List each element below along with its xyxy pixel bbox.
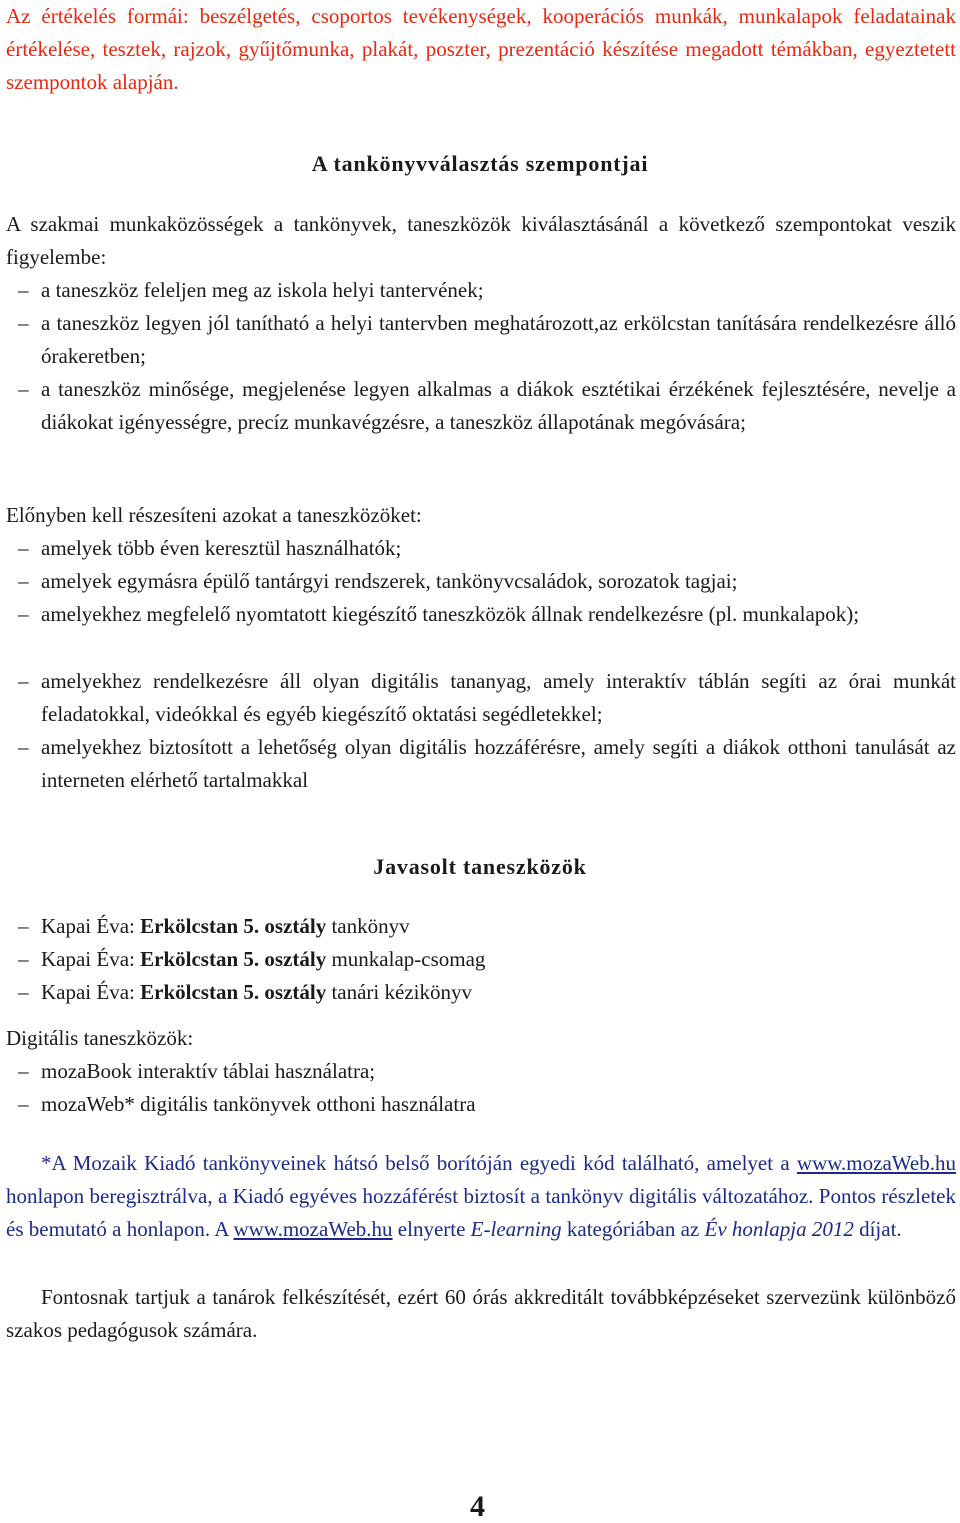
dash-bullet: – [18, 377, 29, 401]
dash-bullet: – [18, 569, 29, 593]
mozaweb-link[interactable]: www.mozaWeb.hu [233, 1217, 393, 1241]
book-title: Erkölcstan 5. osztály [140, 947, 327, 971]
section-title-recommended-tools: Javasolt taneszközök [373, 854, 587, 879]
training-paragraph: Fontosnak tartjuk a tanárok felkészítését, ezért 60 órás akkreditált továbbképzéseket szervezünk különböző szakos pedagógusok számára. [6, 1285, 956, 1342]
dash-bullet: – [18, 278, 29, 302]
dash-bullet: – [18, 536, 29, 560]
dash-bullet: – [18, 311, 29, 335]
evaluation-forms-paragraph: Az értékelés formái: beszélgetés, csoportos tevékenységek, kooperációs munkák, munkalapok feladatainak értékelése, tesztek, rajzok, gyűjtőmunka, plakát, poszter, prezentáció készítése megadott témákban, egyeztetett szempontok alapján. [6, 4, 956, 94]
criteria-lead-paragraph: A szakmai munkaközösségek a tankönyvek, taneszközök kiválasztásánál a következő szempontokat veszik figyelembe: [6, 212, 956, 269]
dash-bullet: – [18, 980, 29, 1004]
book-title: Erkölcstan 5. osztály [140, 914, 327, 938]
dash-bullet: – [18, 735, 29, 759]
preference-lead-paragraph: Előnyben kell részesíteni azokat a taneszközöket: [6, 503, 422, 527]
book-title: Erkölcstan 5. osztály [140, 980, 327, 1004]
dash-bullet: – [18, 1092, 29, 1116]
page-number: 4 [470, 1490, 485, 1523]
dash-bullet: – [18, 947, 29, 971]
dash-bullet: – [18, 1059, 29, 1083]
mozaweb-link[interactable]: www.mozaWeb.hu [796, 1151, 956, 1175]
dash-bullet: – [18, 669, 29, 693]
digital-tools-lead: Digitális taneszközök: [6, 1026, 194, 1050]
section-title-textbook-criteria: A tankönyvválasztás szempontjai [311, 151, 649, 176]
mozaweb-note-paragraph: *A Mozaik Kiadó tankönyveinek hátsó belső borítóján egyedi kód található, amelyet a www.mozaWeb.hu honlapon beregisztrálva, a Kiadó egyéves hozzáférést biztosít a tankönyv digitális változatához. Pontos részletek és bemutató a honlapon. A www.mozaWeb.hu elnyerte E-learning kategóriában az Év honlapja 2012 díjat. [6, 1151, 956, 1241]
dash-bullet: – [18, 914, 29, 938]
document-page: Az értékelés formái: beszélgetés, csoportos tevékenységek, kooperációs munkák, munkalapok feladatainak értékelése, tesztek, rajzok, gyűjtőmunka, plakát, poszter, prezentáció készítése megadott témákban, egyeztetett szempontok alapján. A tankönyvválasztás szempontjai A szakmai munkaközösségek a tankönyvek, taneszközök kiválasztásánál a következő szempontokat veszik figyelembe: – a taneszköz feleljen meg az iskola helyi tantervének; – a taneszköz legyen jól tanítható a helyi tantervben meghatározott,az erkölcstan tanítására rendelkezésre álló órakeretben; – a taneszköz minősége, megjelenése legyen alkalmas a diákok esztétikai érzékének fejlesztésére, nevelje a diákokat igényességre, precíz munkavégzésre, a taneszköz állapotának megóvására; Előnyben kell részesíteni azokat a taneszközöket: – amelyek több éven keresztül használhatók; – amelyek egymásra épülő tantárgyi rendszerek, tankönyvcsaládok, sorozatok tagjai; – amelyekhez megfelelő nyomtatott kiegészítő taneszközök állnak rendelkezésre (pl. munkalapok); – amelyekhez rendelkezésre áll olyan digitális tananyag, amely interaktív táblán segíti az órai munkát feladatokkal, videókkal és egyéb kiegészítő oktatási segédletekkel; – amelyekhez biztosított a lehetőség olyan digitális hozzáférésre, amely segíti a diákok otthoni tanulását az interneten elérhető tartalmakkal Javasolt taneszközök – Kapai Éva: Erkölcstan 5. osztály tankönyv – Kapai Éva: Erkölcstan 5. osztály munkalap-csomag – Kapai Éva: Erkölcstan 5. osztály tanári kézikönyv Digitális taneszközök: – mozaBook interaktív táblai használatra; – mozaWeb* digitális tankönyvek otthoni használatra *A Mozaik Kiadó tankönyveinek hátsó belső borítóján egyedi kód található, amelyet a www.mozaWeb.hu honlapon beregisztrálva, a Kiadó egyéves hozzáférést biztosít a tankönyv digitális változatához. Pontos részletek és bemutató a honlapon. A www.mozaWeb.hu elnyerte E-learning kategóriában az Év honlapja 2012 díjat. Fontosnak tartjuk a tanárok felkészítését, ezért 60 órás akkreditált továbbképzéseket szervezünk különböző szakos pedagógusok számára. 4 [0, 0, 960, 1512]
dash-bullet: – [18, 602, 29, 626]
